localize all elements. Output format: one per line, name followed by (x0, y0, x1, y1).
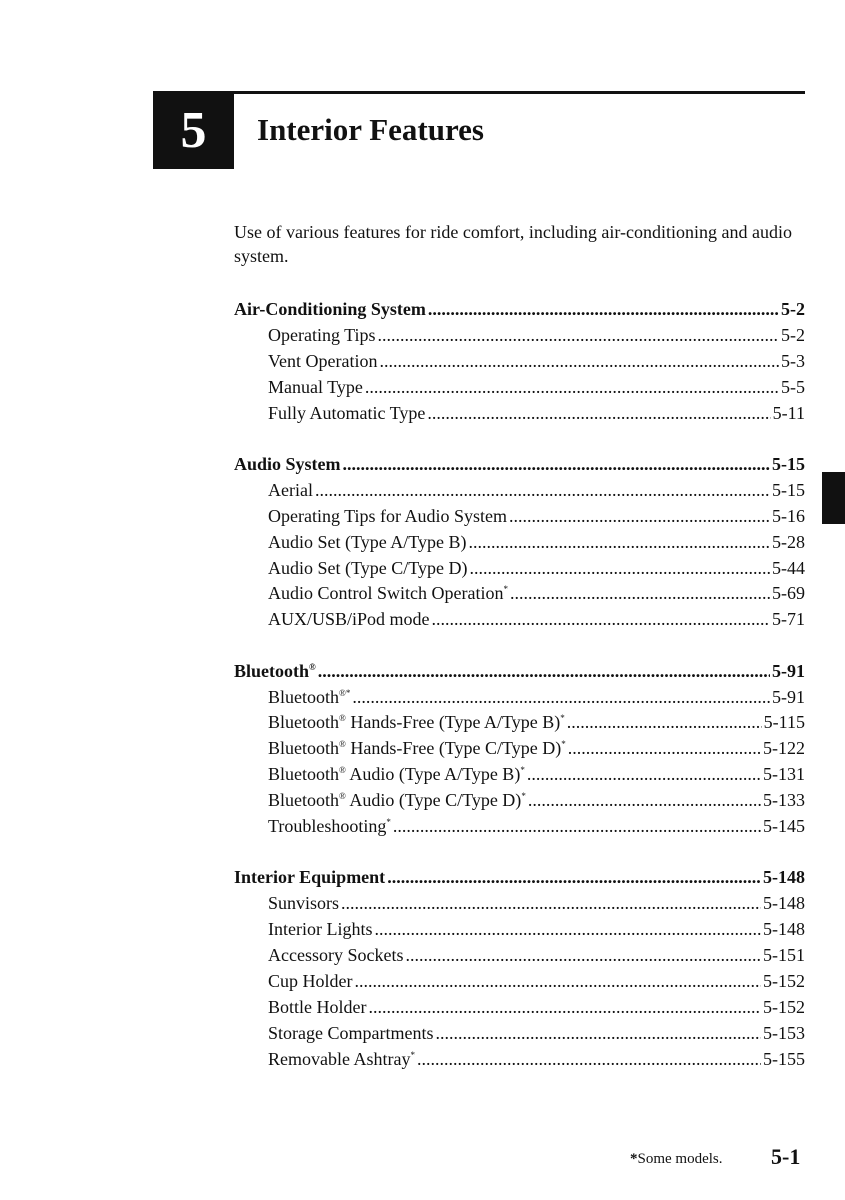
toc-dot-leader (374, 919, 761, 940)
toc-page-number: 5-148 (763, 919, 805, 940)
toc-entry[interactable] (234, 971, 805, 997)
toc-page-number: 5-2 (781, 299, 805, 319)
chapter-title: Interior Features (257, 112, 484, 147)
toc-dot-leader (343, 454, 770, 475)
toc-dot-leader (432, 609, 770, 630)
toc-entry[interactable] (234, 351, 805, 377)
toc-entry-title-rest: Hands-Free (Type A/Type B) (345, 712, 561, 733)
toc-entry-title-rest: Audio (Type A/Type B) (345, 764, 521, 785)
toc-entry-title-text: Bluetooth (268, 764, 339, 785)
toc-page-number: 5-152 (763, 970, 805, 991)
toc-page-number: 5-69 (772, 583, 805, 604)
toc-page-number: 5-15 (772, 479, 805, 500)
toc-dot-leader (468, 532, 770, 553)
toc-entry-title (268, 790, 526, 811)
toc-entry-title (268, 687, 350, 708)
toc-dot-leader (509, 506, 770, 527)
toc-entry[interactable] (234, 945, 805, 971)
toc-page-number: 5-3 (781, 350, 805, 371)
toc-entry-title (268, 893, 339, 914)
toc-entry[interactable] (234, 609, 805, 635)
toc-entry-title (268, 945, 403, 966)
toc-entry-title-rest: Hands-Free (Type C/Type D) (345, 738, 562, 759)
toc-page-number: 5-2 (781, 324, 805, 345)
toc-dot-leader (352, 687, 770, 708)
toc-entry-title (234, 867, 385, 888)
toc-dot-leader (368, 997, 761, 1018)
toc-page-number: 5-11 (772, 402, 805, 423)
toc-dot-leader (378, 325, 779, 346)
toc-entry[interactable] (234, 919, 805, 945)
toc-entry-title (234, 661, 316, 682)
toc-entry-title (268, 1049, 415, 1070)
footnote-star: * (630, 1151, 638, 1167)
toc-entry-title (268, 738, 566, 759)
toc-entry[interactable] (234, 790, 805, 816)
toc-entry-title (268, 712, 565, 733)
toc-section-heading[interactable] (234, 867, 805, 893)
toc-entry-superscript: * (410, 1049, 415, 1060)
toc-entry-superscript: ® (339, 765, 346, 776)
toc-entry-title (268, 506, 507, 527)
toc-page-number: 5-155 (763, 1048, 805, 1069)
toc-entry-superscript: * (503, 584, 508, 595)
toc-entry-title-text: Storage Compartments (268, 1022, 434, 1043)
toc-dot-leader (387, 867, 761, 888)
toc-entry-title-text: AUX/USB/iPod mode (268, 609, 430, 630)
toc-entry-title-rest: Audio (Type C/Type D) (345, 790, 522, 811)
toc-dot-leader (315, 480, 770, 501)
toc-entry-title (268, 971, 353, 992)
toc-entry-title-text: Air-Conditioning System (234, 299, 426, 319)
toc-entry-title (268, 1023, 433, 1044)
toc-entry-superscript: * (386, 817, 391, 828)
toc-page-number: 5-91 (772, 686, 805, 707)
toc-entry-title-text: Manual Type (268, 376, 363, 397)
toc-entry-superscript: ® (339, 739, 346, 750)
toc-entry[interactable] (234, 997, 805, 1023)
chapter-intro: Use of various features for ride comfort, including air-conditioning and audio system. (234, 222, 792, 266)
toc-entry-title (268, 997, 366, 1018)
toc-entry[interactable] (234, 377, 805, 403)
toc-entry[interactable] (234, 712, 805, 738)
toc-dot-leader (355, 971, 762, 992)
toc-entry-title-text: Bottle Holder (268, 996, 367, 1017)
toc-entry-title-text: Audio Control Switch Operation (268, 583, 504, 604)
toc-entry[interactable] (234, 816, 805, 842)
toc-dot-leader (435, 1023, 761, 1044)
toc-entry[interactable] (234, 480, 805, 506)
toc-page-number: 5-133 (763, 790, 805, 811)
toc-entry-title-text: Interior Lights (268, 919, 373, 940)
toc-entry-title (268, 351, 377, 372)
toc-entry[interactable] (234, 558, 805, 584)
toc-dot-leader (567, 712, 762, 733)
chapter-number: 5 (180, 101, 207, 159)
toc-entry-title (234, 454, 341, 475)
toc-entry-title-text: Operating Tips (268, 324, 376, 345)
toc-dot-leader (405, 945, 761, 966)
toc-entry-title-text: Bluetooth (268, 686, 339, 707)
toc-entry-title-text: Operating Tips for Audio System (268, 505, 508, 526)
toc-entry-title-text: Audio System (234, 453, 341, 474)
toc-section-heading[interactable] (234, 454, 805, 480)
toc-dot-leader (318, 661, 770, 682)
toc-entry-title-text: Vent Operation (268, 350, 378, 371)
toc-entry-title (268, 558, 467, 579)
toc-dot-leader (379, 351, 779, 372)
toc-page-number: 5-148 (763, 893, 805, 914)
toc-page-number: 5-151 (763, 945, 805, 966)
toc-page-number: 5-148 (763, 867, 805, 888)
toc-entry-superscript: ® (339, 713, 346, 724)
toc-dot-leader (510, 583, 770, 604)
toc-page-number: 5-91 (772, 660, 805, 681)
footnote (630, 1151, 723, 1168)
chapter-side-tab (822, 472, 845, 524)
toc-entry-title-text: Removable Ashtray (268, 1048, 411, 1069)
toc-entry-superscript: ®* (339, 687, 351, 698)
toc-entry-title-text: Audio Set (Type C/Type D) (268, 557, 468, 578)
toc-page-number: 5-28 (772, 531, 805, 552)
toc-dot-leader (393, 816, 761, 837)
toc-dot-leader (528, 790, 761, 811)
toc-entry-title-text: Fully Automatic Type (268, 402, 426, 423)
toc-entry[interactable] (234, 506, 805, 532)
toc-entry[interactable] (234, 583, 805, 609)
footnote-text: Some models. (637, 1151, 723, 1167)
toc-entry-title (268, 919, 372, 940)
toc-entry[interactable] (234, 738, 805, 764)
toc-section-heading[interactable] (234, 661, 805, 687)
toc-entry-title-text: Aerial (268, 479, 313, 500)
toc-entry-superscript: * (520, 765, 525, 776)
toc-entry-title-text: Accessory Sockets (268, 945, 404, 966)
chapter-number-box (153, 91, 234, 169)
toc-entry-title (234, 299, 426, 320)
toc-entry-title (268, 583, 508, 604)
toc-entry-superscript: ® (339, 791, 346, 802)
toc-page-number: 5-131 (763, 764, 805, 785)
toc-entry[interactable] (234, 764, 805, 790)
toc-page-number: 5-15 (772, 453, 805, 474)
page-number: 5-1 (771, 1144, 801, 1169)
toc-entry[interactable] (234, 403, 805, 429)
toc-entry-title (268, 764, 525, 785)
toc-dot-leader (417, 1049, 761, 1070)
toc-dot-leader (341, 893, 761, 914)
toc-entry-superscript: ® (309, 661, 316, 672)
toc-entry-title-text: Interior Equipment (234, 867, 386, 888)
toc-section (234, 661, 805, 842)
toc-section (234, 867, 805, 1074)
toc-page-number: 5-115 (763, 712, 805, 733)
toc-page-number: 5-16 (772, 505, 805, 526)
toc-entry-title-text: Bluetooth (234, 660, 310, 681)
toc-dot-leader (469, 558, 770, 579)
toc-page-number: 5-71 (772, 609, 805, 630)
toc-dot-leader (365, 377, 779, 398)
toc-entry-superscript: * (521, 791, 526, 802)
toc-entry-title-text: Audio Set (Type A/Type B) (268, 531, 467, 552)
toc-page-number: 5-145 (763, 816, 805, 837)
toc-entry-title (268, 325, 376, 346)
toc-page-number: 5-152 (763, 996, 805, 1017)
toc-page-number: 5-122 (763, 738, 805, 759)
toc-page-number: 5-44 (772, 557, 805, 578)
toc-entry-title-text: Sunvisors (268, 893, 340, 914)
toc-entry[interactable] (234, 1023, 805, 1049)
toc-entry-title (268, 403, 425, 424)
header-rule (234, 91, 805, 94)
toc-entry[interactable] (234, 325, 805, 351)
toc-page-number: 5-5 (781, 376, 805, 397)
toc-page-number: 5-153 (763, 1022, 805, 1043)
toc-section (234, 299, 805, 428)
toc-entry[interactable] (234, 532, 805, 558)
toc-entry-title (268, 609, 430, 630)
toc-dot-leader (568, 738, 761, 759)
toc-entry-title-text: Bluetooth (268, 738, 339, 759)
toc-entry[interactable] (234, 687, 805, 713)
toc-entry-title (268, 377, 363, 398)
toc-entry-title-text: Troubleshooting (268, 816, 387, 837)
table-of-contents (234, 299, 805, 1100)
toc-entry[interactable] (234, 893, 805, 919)
toc-entry-title-text: Bluetooth (268, 790, 339, 811)
toc-entry-title-text: Bluetooth (268, 712, 339, 733)
toc-dot-leader (428, 299, 779, 320)
toc-section-heading[interactable] (234, 299, 805, 325)
toc-section (234, 454, 805, 635)
toc-entry[interactable] (234, 1049, 805, 1075)
toc-entry-title (268, 816, 391, 837)
toc-entry-title-text: Cup Holder (268, 970, 353, 991)
toc-dot-leader (527, 764, 761, 785)
toc-dot-leader (427, 403, 770, 424)
toc-entry-superscript: * (560, 713, 565, 724)
toc-entry-title (268, 480, 313, 501)
toc-entry-superscript: * (561, 739, 566, 750)
toc-entry-title (268, 532, 466, 553)
